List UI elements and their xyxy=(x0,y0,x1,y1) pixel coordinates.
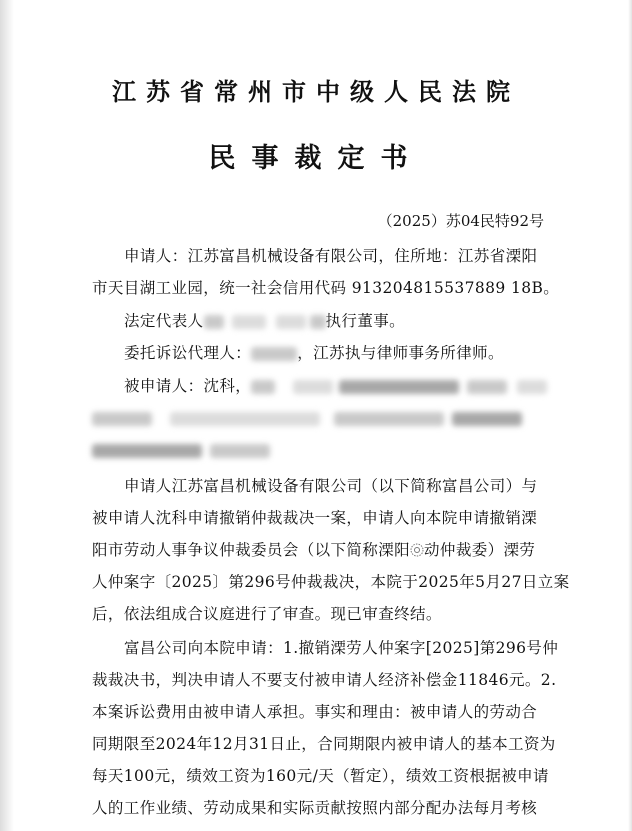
redacted-block xyxy=(467,380,507,394)
redacted-block xyxy=(92,444,202,458)
paragraph-2-line-5: 每天100元，绩效工资为160元/天（暂定），绩效工资根据被申请 xyxy=(92,767,549,785)
redacted-block xyxy=(293,380,333,394)
redacted-block xyxy=(232,315,266,329)
redacted-block xyxy=(92,412,152,426)
legal-rep-suffix: 执行董事。 xyxy=(325,312,406,330)
paragraph-2-line-6: 人的工作业绩、劳动成果和实际贡献按照内部分配办法每月考核 xyxy=(92,799,538,817)
paragraph-1-line-3-text-b: 动仲裁委）溧劳 xyxy=(424,541,536,559)
paragraph-1-line-4: 人仲案字〔2025〕第296号仲裁裁决，本院于2025年5月27日立案 xyxy=(92,573,570,591)
redacted-block xyxy=(251,347,297,361)
respondent-line-1 xyxy=(124,376,624,396)
redacted-block xyxy=(204,315,224,329)
paragraph-2-line-3: 本案诉讼费用由被申请人承担。事实和理由：被申请人的劳动合 xyxy=(92,703,538,721)
applicant-line-2: 市天目湖工业园，统一社会信用代码 913204815537889 18B。 xyxy=(92,279,560,297)
document-title: 民事裁定书 xyxy=(208,143,424,174)
applicant-line-1: 申请人：江苏富昌机械设备有限公司，住所地：江苏省溧阳 xyxy=(124,247,538,265)
agent-suffix: ，江苏执与律师事务所律师。 xyxy=(297,344,504,362)
legal-representative-line xyxy=(124,311,624,331)
paragraph-2-line-4: 同期限至2024年12月31日止，合同期限内被申请人的基本工资为 xyxy=(92,735,556,753)
redacted-block xyxy=(339,380,459,394)
redacted-block xyxy=(170,412,320,426)
litigation-agent-line xyxy=(124,343,624,363)
page-right-edge xyxy=(628,0,632,831)
page-left-shadow xyxy=(0,0,14,831)
redacted-block xyxy=(452,412,522,426)
paragraph-1-line-1: 申请人江苏富昌机械设备有限公司（以下简称富昌公司）与 xyxy=(124,477,538,495)
redacted-block xyxy=(210,444,270,458)
paragraph-2-line-1: 富昌公司向本院申请：1.撤销溧劳人仲案字[2025]第296号仲 xyxy=(124,639,559,657)
redacted-block xyxy=(251,380,275,394)
respondent-line-3 xyxy=(92,440,592,460)
watermark-icon xyxy=(410,543,424,557)
legal-rep-prefix: 法定代表人 xyxy=(124,312,204,330)
redacted-block xyxy=(310,315,326,329)
court-name: 江苏省常州市中级人民法院 xyxy=(112,78,520,106)
agent-prefix: 委托诉讼代理人： xyxy=(124,344,252,362)
respondent-prefix: 被申请人：沈科， xyxy=(124,377,252,395)
respondent-line-2 xyxy=(92,408,592,428)
redacted-block xyxy=(276,315,306,329)
paragraph-1-line-2: 被申请人沈科申请撤销仲裁裁决一案，申请人向本院申请撤销溧 xyxy=(92,509,538,527)
paragraph-1-line-3 xyxy=(92,540,592,560)
paragraph-1-line-3-text-a: 阳市劳动人事争议仲裁委员会（以下简称溧阳 xyxy=(92,541,411,559)
redacted-block xyxy=(517,380,547,394)
paragraph-2-line-2: 裁裁决书，判决申请人不要支付被申请人经济补偿金11846元。2. xyxy=(92,671,557,689)
redacted-block xyxy=(334,412,444,426)
case-number: （2025）苏04民特92号 xyxy=(377,212,544,230)
paragraph-1-line-5: 后，依法组成合议庭进行了审查。现已审查终结。 xyxy=(92,605,442,623)
